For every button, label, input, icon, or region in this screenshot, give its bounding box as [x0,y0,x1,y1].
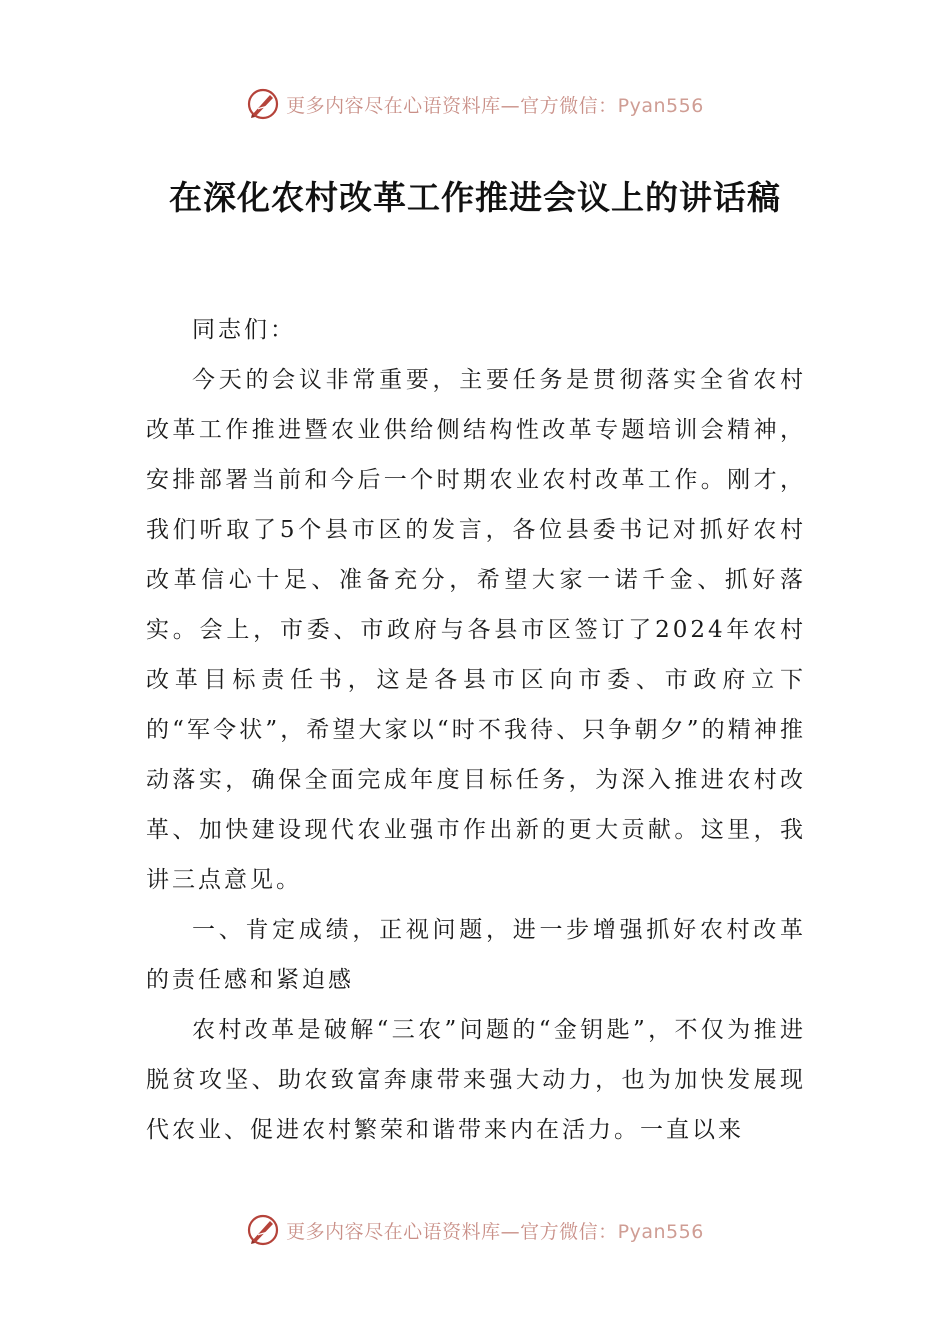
document-title: 在深化农村改革工作推进会议上的讲话稿 [169,178,781,217]
header-watermark [0,84,950,124]
section-heading-1: 一、肯定成绩，正视问题，进一步增强抓好农村改革的责任感和紧迫感 [146,917,806,993]
pen-circle-logo-icon [246,87,280,121]
paragraph-intro: 今天的会议非常重要，主要任务是贯彻落实全省农村改革工作推进暨农业供给侧结构性改革专题培训会精神，安排部署当前和今后一个时期农业农村改革工作。刚才，我们听取了5个县市区的发言，各位县委书记对抓好农村改革信心十足、准备充分，希望大家一诺千金、抓好落实。会上，市委、市政府与各县市区签订了2024年农村改革目标责任书，这是各县市区向市委、市政府立下的“军令状”，希望大家以“时不我待、只争朝夕”的精神推动落实，确保全面完成年度目标任务，为深入推进农村改革、加快建设现代农业强市作出新的更大贡献。这里，我讲三点意见。 [146,367,806,893]
salutation: 同志们： [192,317,296,343]
watermark-text: 更多内容尽在心语资料库—官方微信：Pyan556 [286,94,704,117]
footer-watermark [0,1210,950,1250]
paragraph-section-1: 农村改革是破解“三农”问题的“金钥匙”，不仅为推进脱贫攻坚、助农致富奔康带来强大动力，也为加快发展现代农业、促进农村繁荣和谐带来内在活力。一直以来 [146,1017,806,1143]
pen-circle-logo-icon [246,1213,280,1247]
watermark-text: 更多内容尽在心语资料库—官方微信：Pyan556 [286,1220,704,1243]
document-body [146,305,806,1155]
